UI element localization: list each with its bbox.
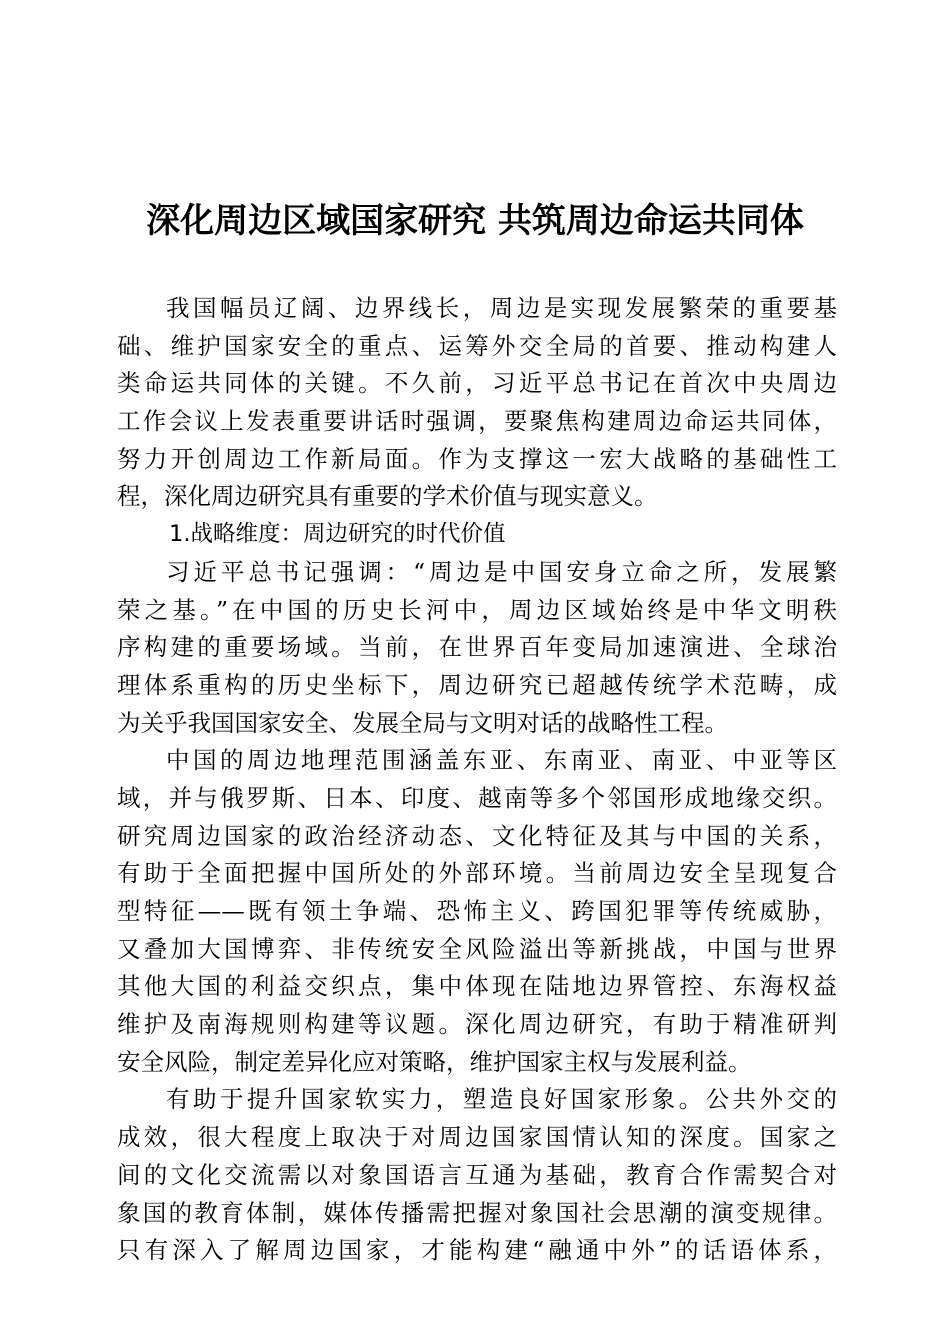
paragraph-line: 有助于全面把握中国所处的外部环境。当前周边安全呈现复合	[117, 859, 837, 888]
paragraph-line: 其他大国的利益交织点，集中体现在陆地边界管控、东海权益	[117, 972, 837, 1001]
paragraph-line: 类命运共同体的关键。不久前，习近平总书记在首次中央周边	[117, 369, 837, 398]
paragraph-line: 型特征——既有领土争端、恐怖主义、跨国犯罪等传统威胁，	[117, 897, 837, 925]
paragraph-line: 荣之基。”在中国的历史长河中，周边区域始终是中华文明秩	[117, 595, 837, 624]
paragraph-line: 象国的教育体制，媒体传播需把握对象国社会思潮的演变规律。	[117, 1198, 837, 1227]
paragraph-line: 维护及南海规则构建等议题。深化周边研究，有助于精准研判	[117, 1010, 837, 1039]
paragraph-line: 习近平总书记强调：“周边是中国安身立命之所，发展繁	[166, 557, 837, 586]
paragraph-line: 安全风险，制定差异化应对策略，维护国家主权与发展利益。	[117, 1047, 752, 1076]
paragraph-line: 序构建的重要场域。当前，在世界百年变局加速演进、全球治	[117, 633, 837, 662]
paragraph-line: 域，并与俄罗斯、日本、印度、越南等多个邻国形成地缘交织。	[117, 783, 837, 812]
paragraph-line: 础、维护国家安全的重点、运筹外交全局的首要、推动构建人	[117, 331, 837, 360]
paragraph-line: 有助于提升国家软实力，塑造良好国家形象。公共外交的	[166, 1085, 837, 1114]
paragraph-line: 努力开创周边工作新局面。作为支撑这一宏大战略的基础性工	[117, 444, 837, 473]
paragraph-line: 我国幅员辽阔、边界线长，周边是实现发展繁荣的重要基	[166, 294, 837, 322]
paragraph-line: 研究周边国家的政治经济动态、文化特征及其与中国的关系，	[117, 821, 837, 850]
paragraph-line: 成效，很大程度上取决于对周边国家国情认知的深度。国家之	[117, 1123, 837, 1152]
paragraph-line: 只有深入了解周边国家，才能构建“融通中外”的话语体系，	[117, 1236, 837, 1265]
paragraph-line: 又叠加大国博弈、非传统安全风险溢出等新挑战，中国与世界	[117, 934, 837, 963]
paragraph-line: 工作会议上发表重要讲话时强调，要聚焦构建周边命运共同体，	[117, 407, 837, 436]
document-title: 深化周边区域国家研究 共筑周边命运共同体	[146, 201, 804, 241]
paragraph-line: 程，深化周边研究具有重要的学术价值与现实意义。	[117, 482, 658, 511]
paragraph-line: 理体系重构的历史坐标下，周边研究已超越传统学术范畴，成	[117, 670, 837, 699]
document-body	[117, 290, 837, 1270]
paragraph-line: 为关乎我国国家安全、发展全局与文明对话的战略性工程。	[117, 708, 728, 737]
paragraph-line: 间的文化交流需以对象国语言互通为基础，教育合作需契合对	[117, 1160, 837, 1189]
paragraph-line: 中国的周边地理范围涵盖东亚、东南亚、南亚、中亚等区	[166, 746, 837, 775]
section-heading: 1.战略维度：周边研究的时代价值	[169, 521, 506, 548]
